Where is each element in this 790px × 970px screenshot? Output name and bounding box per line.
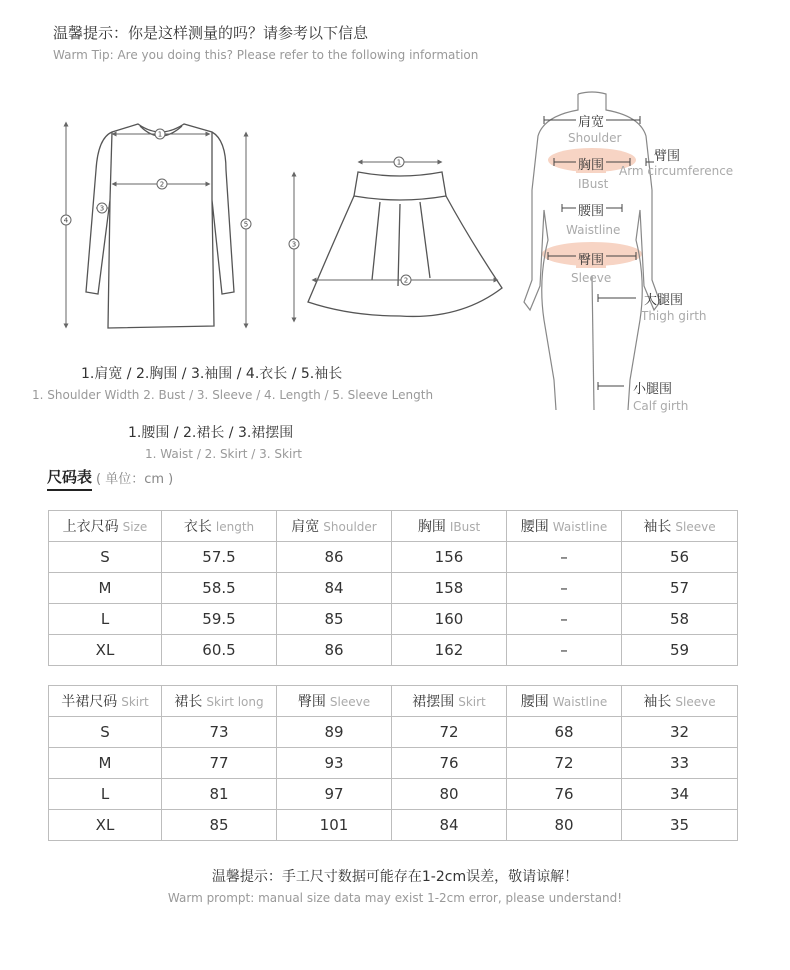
marker-4: 4 (63, 216, 69, 225)
table-row: M 77 93 76 72 33 (49, 748, 738, 779)
header-hip: 臀围 Sleeve (277, 686, 392, 717)
header-sleeve: 袖长 Sleeve (622, 686, 738, 717)
size-chart-title: 尺码表 (47, 466, 92, 491)
header-waist: 腰围 Waistline (507, 511, 622, 542)
header-bust: 胸围 IBust (392, 511, 507, 542)
footer-note-en: Warm prompt: manual size data may exist 1-2cm error, please understand! (167, 891, 623, 905)
label-arm-en: Arm circumference (619, 164, 734, 178)
header-skirt-long: 裙长 Skirt long (162, 686, 277, 717)
label-bust-en: IBust (578, 177, 609, 191)
label-shoulder-en: Shoulder (568, 131, 622, 145)
size-chart-unit: ( 单位：cm ) (96, 472, 174, 487)
warm-tip-en: Warm Tip: Are you doing this? Please refer to the following information (53, 48, 479, 62)
sweater-drawing (86, 124, 234, 328)
label-shoulder-cn: 肩宽 (576, 111, 606, 130)
header-sleeve: 袖长 Sleeve (622, 511, 738, 542)
footer-note-cn: 温馨提示：手工尺寸数据可能存在1-2cm误差，敬请谅解！ (211, 869, 579, 885)
skirt-legend-en: 1. Waist / 2. Skirt / 3. Skirt (145, 447, 302, 461)
marker-5: 5 (243, 220, 249, 229)
top-legend-cn: 1.肩宽 / 2.胸围 / 3.袖围 / 4.衣长 / 5.袖长 (81, 366, 343, 382)
table-row: S 73 89 72 68 32 (49, 717, 738, 748)
table-header-row (49, 686, 738, 717)
label-calf-cn: 小腿围 (633, 382, 673, 397)
top-size-table (48, 510, 738, 666)
skirt-marker-3: 3 (291, 240, 297, 249)
table-row: L 59.5 85 160 – 58 (49, 604, 738, 635)
marker-3: 3 (99, 204, 105, 213)
header-size: 上衣尺码 Size (49, 511, 162, 542)
label-hip-en: Sleeve (571, 271, 612, 285)
table-row: XL 85 101 84 80 35 (49, 810, 738, 841)
table-row: M 58.5 84 158 – 57 (49, 573, 738, 604)
skirt-legend-cn: 1.腰围 / 2.裙长 / 3.裙摆围 (128, 425, 294, 441)
table-row: L 81 97 80 76 34 (49, 779, 738, 810)
skirt-drawing (308, 172, 502, 316)
label-arm-cn: 臂围 (654, 149, 681, 164)
marker-2: 2 (159, 180, 165, 189)
top-legend-en: 1. Shoulder Width 2. Bust / 3. Sleeve / 4. Length / 5. Sleeve Length (32, 388, 434, 402)
header-skirt-size: 半裙尺码 Skirt (49, 686, 162, 717)
warm-tip-cn: 温馨提示：你是这样测量的吗？请参考以下信息 (53, 24, 369, 42)
table-header-row (49, 511, 738, 542)
skirt-marker-2: 2 (403, 276, 409, 285)
label-waist-en: Waistline (566, 223, 621, 237)
header-hem: 裙摆围 Skirt (392, 686, 507, 717)
skirt-marker-1: 1 (396, 158, 402, 167)
label-thigh-en: Thigh girth (641, 309, 707, 323)
header-waist: 腰围 Waistline (507, 686, 622, 717)
marker-1: 1 (157, 130, 163, 139)
table-row: S 57.5 86 156 – 56 (49, 542, 738, 573)
header-length: 衣长 length (162, 511, 277, 542)
table-row: XL 60.5 86 162 – 59 (49, 635, 738, 666)
label-calf-en: Calf girth (633, 399, 689, 413)
skirt-size-table (48, 685, 738, 841)
label-waist-cn: 腰围 (576, 200, 606, 219)
label-thigh-cn: 大腿围 (644, 293, 684, 308)
label-bust-cn: 胸围 (576, 154, 606, 173)
label-hip-cn: 臀围 (576, 249, 606, 268)
header-shoulder: 肩宽 Shoulder (277, 511, 392, 542)
